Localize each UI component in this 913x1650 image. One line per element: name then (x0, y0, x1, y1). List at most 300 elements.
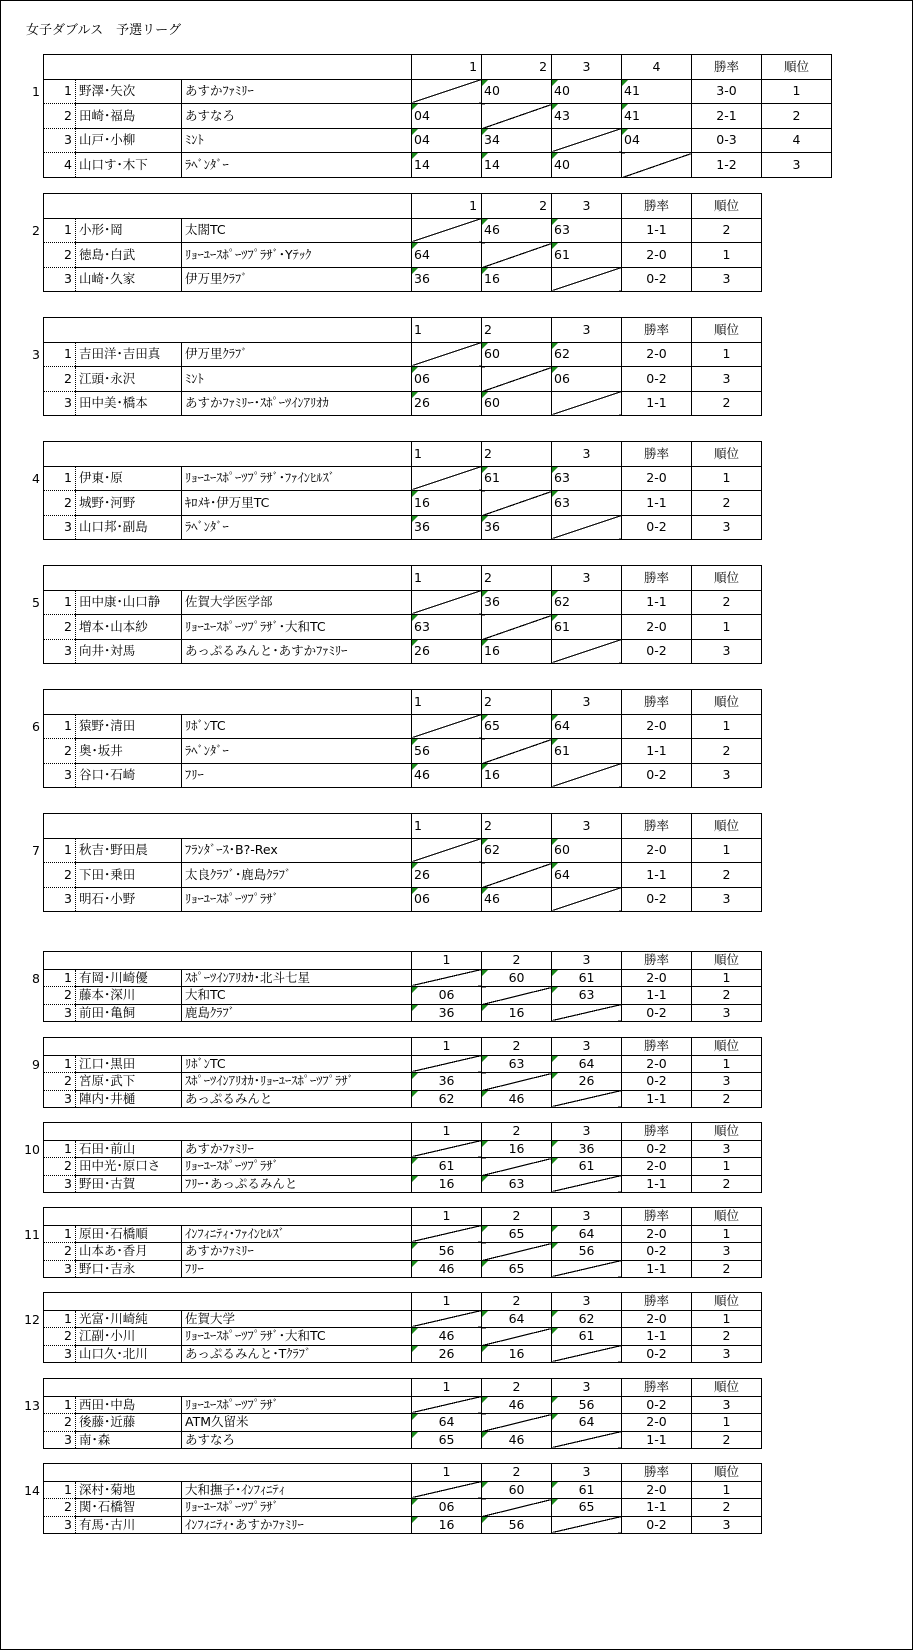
diagonal-cell (552, 391, 622, 416)
table-row (44, 128, 832, 153)
diagonal-cell (412, 1481, 482, 1499)
league-table-5 (43, 565, 762, 664)
player-pair: 山本あ･香月 (76, 1243, 182, 1261)
table-row (44, 491, 762, 516)
seed-number: 2 (44, 367, 76, 392)
comment-marker-icon (552, 1073, 558, 1079)
header-rank: 順位 (692, 1038, 762, 1056)
club-name: ﾘｮｰﾕｰｽﾎﾟｰﾂﾌﾟﾗｻﾞ･Yﾃｯｸ (182, 243, 412, 268)
comment-marker-icon (412, 987, 418, 993)
header-win-rate: 勝率 (622, 1379, 692, 1397)
header-opponent-1: 1 (412, 1293, 482, 1311)
table-row (44, 342, 762, 367)
league-table-14 (43, 1463, 762, 1534)
final-rank: 3 (692, 267, 762, 292)
club-name: ｲﾝﾌｨﾆﾃｨ･あすかﾌｧﾐﾘｰ (182, 1516, 412, 1534)
header-blank-cell (44, 1038, 412, 1056)
win-record: 0-2 (622, 639, 692, 664)
final-rank: 1 (692, 838, 762, 863)
comment-marker-icon (412, 268, 418, 274)
final-rank: 2 (692, 987, 762, 1005)
header-blank-cell (44, 814, 412, 839)
seed-number: 2 (44, 1328, 76, 1346)
table-row (44, 1431, 762, 1449)
score-cell: 16 (482, 1345, 552, 1363)
header-opponent-1: 1 (412, 1379, 482, 1397)
table-row (44, 1516, 762, 1534)
win-record: 0-2 (622, 887, 692, 912)
comment-marker-icon (552, 739, 558, 745)
final-rank: 1 (692, 615, 762, 640)
header-opponent-2: 2 (482, 1464, 552, 1482)
header-opponent-3: 3 (552, 1293, 622, 1311)
player-pair: 城野･河野 (76, 491, 182, 516)
comment-marker-icon (482, 153, 488, 159)
player-pair: 野澤･矢次 (76, 79, 182, 104)
table-row (44, 1004, 762, 1022)
diagonal-cell (482, 1414, 552, 1432)
diagonal-cell (412, 342, 482, 367)
score-cell: 64 (552, 1414, 622, 1432)
comment-marker-icon (482, 392, 488, 398)
diagonal-cell (552, 1431, 622, 1449)
seed-number: 3 (44, 515, 76, 540)
comment-marker-icon (482, 1091, 488, 1097)
club-name: 鹿島ｸﾗﾌﾞ (182, 1004, 412, 1022)
diagonal-cell (412, 714, 482, 739)
diagonal-cell (552, 128, 622, 153)
club-name: 佐賀大学 (182, 1310, 412, 1328)
comment-marker-icon (412, 367, 418, 373)
comment-marker-icon (412, 1005, 418, 1011)
comment-marker-icon (552, 1328, 558, 1334)
comment-marker-icon (552, 1226, 558, 1232)
comment-marker-icon (482, 129, 488, 135)
score-cell: 26 (412, 391, 482, 416)
score-cell: 62 (552, 1310, 622, 1328)
final-rank: 3 (692, 1140, 762, 1158)
player-pair: 山口邦･副島 (76, 515, 182, 540)
comment-marker-icon (412, 1414, 418, 1420)
diagonal-cell (412, 590, 482, 615)
header-opponent-4: 4 (622, 55, 692, 80)
league-table-3 (43, 317, 762, 416)
comment-marker-icon (482, 268, 488, 274)
score-cell: 16 (482, 639, 552, 664)
table-row (44, 1225, 762, 1243)
header-blank-cell (44, 1123, 412, 1141)
table-row (44, 887, 762, 912)
table-row (44, 863, 762, 888)
table-row (44, 1345, 762, 1363)
win-record: 1-1 (622, 1499, 692, 1517)
club-name: ｽﾎﾟｰﾂｲﾝｱﾘｵｶ･ﾘｮｰﾕｰｽﾎﾟｰﾂﾌﾟﾗｻﾞ (182, 1073, 412, 1091)
score-cell: 62 (552, 342, 622, 367)
diagonal-cell (482, 243, 552, 268)
club-name: ﾘｮｰﾕｰｽﾎﾟｰﾂﾌﾟﾗｻﾞ･ﾌｧｲﾝﾋﾙｽﾞ (182, 466, 412, 491)
score-cell: 61 (552, 1481, 622, 1499)
comment-marker-icon (552, 1158, 558, 1164)
diagonal-cell (482, 367, 552, 392)
club-name: ATM久留米 (182, 1414, 412, 1432)
header-opponent-2: 2 (482, 1379, 552, 1397)
club-name: ﾘｮｰﾕｰｽﾎﾟｰﾂﾌﾟﾗｻﾞ (182, 1499, 412, 1517)
header-blank-cell (44, 566, 412, 591)
club-name: あすかﾌｧﾐﾘｰ･ｽﾎﾟｰﾂｲﾝｱﾘｵｶ (182, 391, 412, 416)
club-name: ｲﾝﾌｨﾆﾃｨ･ﾌｧｲﾝﾋﾙｽﾞ (182, 1225, 412, 1243)
final-rank: 1 (692, 1225, 762, 1243)
seed-number: 2 (44, 1414, 76, 1432)
table-row (44, 1140, 762, 1158)
diagonal-cell (482, 1158, 552, 1176)
table-row (44, 1090, 762, 1108)
final-rank: 2 (692, 1175, 762, 1193)
header-win-rate: 勝率 (622, 442, 692, 467)
seed-number: 2 (44, 1499, 76, 1517)
header-blank-cell (44, 1379, 412, 1397)
score-cell: 04 (412, 128, 482, 153)
final-rank: 3 (692, 1073, 762, 1091)
header-opponent-2: 2 (482, 55, 552, 80)
comment-marker-icon (412, 1158, 418, 1164)
league-table-9 (43, 1037, 762, 1108)
win-record: 2-0 (622, 969, 692, 987)
win-record: 2-0 (622, 1055, 692, 1073)
diagonal-cell (552, 1175, 622, 1193)
final-rank: 2 (692, 1499, 762, 1517)
league-table-6 (43, 689, 762, 788)
comment-marker-icon (412, 243, 418, 249)
player-pair: 南･森 (76, 1431, 182, 1449)
comment-marker-icon (412, 129, 418, 135)
score-cell: 46 (482, 1431, 552, 1449)
seed-number: 1 (44, 79, 76, 104)
score-cell: 56 (552, 1396, 622, 1414)
header-opponent-1: 1 (412, 318, 482, 343)
final-rank: 3 (692, 367, 762, 392)
final-rank: 1 (692, 243, 762, 268)
win-record: 2-0 (622, 1481, 692, 1499)
table-row (44, 1175, 762, 1193)
comment-marker-icon (622, 104, 628, 110)
score-cell: 06 (412, 367, 482, 392)
win-record: 0-2 (622, 1140, 692, 1158)
win-record: 1-1 (622, 218, 692, 243)
win-record: 2-1 (692, 104, 762, 129)
player-pair: 野口･吉永 (76, 1260, 182, 1278)
final-rank: 3 (692, 763, 762, 788)
header-rank: 順位 (762, 55, 832, 80)
seed-number: 3 (44, 763, 76, 788)
comment-marker-icon (482, 888, 488, 894)
final-rank: 1 (692, 969, 762, 987)
header-win-rate: 勝率 (622, 1464, 692, 1482)
table-row (44, 763, 762, 788)
final-rank: 2 (762, 104, 832, 129)
score-cell: 46 (412, 763, 482, 788)
header-opponent-2: 2 (482, 1123, 552, 1141)
player-pair: 徳島･白武 (76, 243, 182, 268)
comment-marker-icon (412, 863, 418, 869)
diagonal-cell (412, 218, 482, 243)
score-cell: 56 (482, 1516, 552, 1534)
score-cell: 06 (552, 367, 622, 392)
score-cell: 56 (412, 1243, 482, 1261)
score-cell: 61 (552, 1158, 622, 1176)
diagonal-cell (412, 1310, 482, 1328)
group-number: 11 (24, 1226, 40, 1242)
comment-marker-icon (552, 491, 558, 497)
win-record: 1-1 (622, 1431, 692, 1449)
score-cell: 65 (482, 714, 552, 739)
seed-number: 3 (44, 128, 76, 153)
header-opponent-3: 3 (552, 1464, 622, 1482)
seed-number: 3 (44, 639, 76, 664)
comment-marker-icon (412, 764, 418, 770)
club-name: ﾘｮｰﾕｰｽﾎﾟｰﾂﾌﾟﾗｻﾞ･大和TC (182, 615, 412, 640)
win-record: 2-0 (622, 466, 692, 491)
club-name: ﾗﾍﾞﾝﾀﾞｰ (182, 153, 412, 178)
header-blank-cell (44, 952, 412, 970)
comment-marker-icon (412, 516, 418, 522)
score-cell: 64 (482, 1310, 552, 1328)
player-pair: 吉田洋･吉田真 (76, 342, 182, 367)
final-rank: 3 (692, 1396, 762, 1414)
comment-marker-icon (412, 888, 418, 894)
final-rank: 3 (692, 887, 762, 912)
header-opponent-1: 1 (412, 1038, 482, 1056)
score-cell: 26 (412, 1345, 482, 1363)
club-name: 大和TC (182, 987, 412, 1005)
comment-marker-icon (412, 1499, 418, 1505)
seed-number: 1 (44, 1225, 76, 1243)
final-rank: 3 (692, 1004, 762, 1022)
diagonal-cell (552, 1516, 622, 1534)
club-name: ﾘｮｰﾕｰｽﾎﾟｰﾂﾌﾟﾗｻﾞ (182, 1396, 412, 1414)
player-pair: 谷口･石崎 (76, 763, 182, 788)
score-cell: 60 (552, 838, 622, 863)
table-row (44, 1414, 762, 1432)
table-row (44, 987, 762, 1005)
score-cell: 16 (412, 1516, 482, 1534)
header-blank-cell (44, 55, 412, 80)
seed-number: 2 (44, 1158, 76, 1176)
score-cell: 16 (412, 491, 482, 516)
score-cell: 36 (482, 515, 552, 540)
score-cell: 64 (552, 1055, 622, 1073)
table-row (44, 714, 762, 739)
win-record: 2-0 (622, 714, 692, 739)
comment-marker-icon (552, 104, 558, 110)
final-rank: 3 (692, 515, 762, 540)
table-row (44, 1310, 762, 1328)
score-cell: 63 (552, 987, 622, 1005)
player-pair: 向井･対馬 (76, 639, 182, 664)
diagonal-cell (412, 79, 482, 104)
header-opponent-1: 1 (412, 566, 482, 591)
score-cell: 64 (552, 714, 622, 739)
header-rank: 順位 (692, 814, 762, 839)
win-record: 2-0 (622, 1414, 692, 1432)
league-table-12 (43, 1292, 762, 1363)
header-rank: 順位 (692, 1464, 762, 1482)
diagonal-cell (552, 887, 622, 912)
final-rank: 2 (692, 739, 762, 764)
player-pair: 奥･坂井 (76, 739, 182, 764)
win-record: 2-0 (622, 1225, 692, 1243)
header-opponent-3: 3 (552, 690, 622, 715)
win-record: 1-1 (622, 739, 692, 764)
comment-marker-icon (552, 970, 558, 976)
comment-marker-icon (482, 467, 488, 473)
diagonal-cell (482, 104, 552, 129)
diagonal-cell (482, 491, 552, 516)
player-pair: 山口久･北川 (76, 1345, 182, 1363)
comment-marker-icon (552, 839, 558, 845)
club-name: ﾗﾍﾞﾝﾀﾞｰ (182, 515, 412, 540)
diagonal-cell (482, 615, 552, 640)
score-cell: 61 (552, 1328, 622, 1346)
club-name: 太閤TC (182, 218, 412, 243)
win-record: 1-1 (622, 1175, 692, 1193)
comment-marker-icon (552, 863, 558, 869)
comment-marker-icon (482, 1432, 488, 1438)
score-cell: 40 (552, 153, 622, 178)
seed-number: 3 (44, 1004, 76, 1022)
comment-marker-icon (552, 343, 558, 349)
header-win-rate: 勝率 (622, 194, 692, 219)
league-table-1 (43, 54, 832, 178)
final-rank: 2 (692, 863, 762, 888)
header-opponent-3: 3 (552, 1208, 622, 1226)
final-rank: 1 (692, 342, 762, 367)
score-cell: 64 (552, 1225, 622, 1243)
club-name: あすかﾌｧﾐﾘｰ (182, 1243, 412, 1261)
final-rank: 1 (762, 79, 832, 104)
comment-marker-icon (552, 1397, 558, 1403)
win-record: 0-2 (622, 1004, 692, 1022)
comment-marker-icon (482, 80, 488, 86)
header-win-rate: 勝率 (622, 1123, 692, 1141)
comment-marker-icon (482, 1397, 488, 1403)
diagonal-cell (552, 1345, 622, 1363)
header-win-rate: 勝率 (622, 690, 692, 715)
table-row (44, 267, 762, 292)
seed-number: 3 (44, 1260, 76, 1278)
comment-marker-icon (482, 219, 488, 225)
player-pair: 藤本･深川 (76, 987, 182, 1005)
diagonal-cell (552, 267, 622, 292)
seed-number: 1 (44, 218, 76, 243)
comment-marker-icon (412, 615, 418, 621)
comment-marker-icon (482, 1005, 488, 1011)
score-cell: 14 (482, 153, 552, 178)
club-name: 太良ｸﾗﾌﾞ･鹿島ｸﾗﾌﾞ (182, 863, 412, 888)
seed-number: 2 (44, 243, 76, 268)
player-pair: 野田･古賀 (76, 1175, 182, 1193)
diagonal-cell (552, 515, 622, 540)
win-record: 0-2 (622, 763, 692, 788)
score-cell: 36 (412, 1073, 482, 1091)
diagonal-cell (552, 1090, 622, 1108)
header-opponent-3: 3 (552, 952, 622, 970)
score-cell: 61 (552, 615, 622, 640)
table-row (44, 1073, 762, 1091)
score-cell: 14 (412, 153, 482, 178)
final-rank: 3 (692, 1345, 762, 1363)
comment-marker-icon (412, 1517, 418, 1523)
comment-marker-icon (552, 1482, 558, 1488)
win-record: 2-0 (622, 838, 692, 863)
header-opponent-3: 3 (552, 1123, 622, 1141)
player-pair: 石田･前山 (76, 1140, 182, 1158)
diagonal-cell (412, 466, 482, 491)
club-name: ﾌﾘｰ･あっぷるみんと (182, 1175, 412, 1193)
comment-marker-icon (552, 615, 558, 621)
comment-marker-icon (412, 1091, 418, 1097)
comment-marker-icon (412, 1073, 418, 1079)
player-pair: 深村･菊地 (76, 1481, 182, 1499)
seed-number: 1 (44, 1481, 76, 1499)
player-pair: 山戸･小柳 (76, 128, 182, 153)
score-cell: 04 (622, 128, 692, 153)
final-rank: 2 (692, 218, 762, 243)
win-record: 0-2 (622, 1396, 692, 1414)
win-record: 1-1 (622, 987, 692, 1005)
final-rank: 3 (692, 1516, 762, 1534)
seed-number: 2 (44, 491, 76, 516)
score-cell: 16 (482, 763, 552, 788)
score-cell: 63 (552, 218, 622, 243)
header-opponent-2: 2 (482, 566, 552, 591)
score-cell: 65 (412, 1431, 482, 1449)
comment-marker-icon (412, 739, 418, 745)
diagonal-cell (482, 1499, 552, 1517)
seed-number: 1 (44, 714, 76, 739)
seed-number: 2 (44, 615, 76, 640)
header-blank-cell (44, 690, 412, 715)
final-rank: 2 (692, 590, 762, 615)
score-cell: 62 (552, 590, 622, 615)
final-rank: 2 (692, 391, 762, 416)
player-pair: 有馬･古川 (76, 1516, 182, 1534)
diagonal-cell (552, 1004, 622, 1022)
seed-number: 3 (44, 1175, 76, 1193)
diagonal-cell (482, 863, 552, 888)
club-name: ﾌﾗﾝﾀﾞｰｽ･B?-Rex (182, 838, 412, 863)
header-win-rate: 勝率 (622, 1293, 692, 1311)
seed-number: 2 (44, 1243, 76, 1261)
win-record: 1-1 (622, 1260, 692, 1278)
player-pair: 江副･小川 (76, 1328, 182, 1346)
header-opponent-1: 1 (412, 952, 482, 970)
club-name: ﾐﾝﾄ (182, 128, 412, 153)
header-rank: 順位 (692, 1208, 762, 1226)
win-record: 2-0 (622, 615, 692, 640)
seed-number: 1 (44, 590, 76, 615)
player-pair: 前田･亀飼 (76, 1004, 182, 1022)
score-cell: 46 (482, 887, 552, 912)
header-rank: 順位 (692, 442, 762, 467)
league-table-8 (43, 951, 762, 1022)
score-cell: 60 (482, 391, 552, 416)
diagonal-cell (622, 153, 692, 178)
player-pair: 光富･川崎純 (76, 1310, 182, 1328)
score-cell: 61 (482, 466, 552, 491)
seed-number: 3 (44, 267, 76, 292)
final-rank: 1 (692, 1414, 762, 1432)
seed-number: 3 (44, 887, 76, 912)
